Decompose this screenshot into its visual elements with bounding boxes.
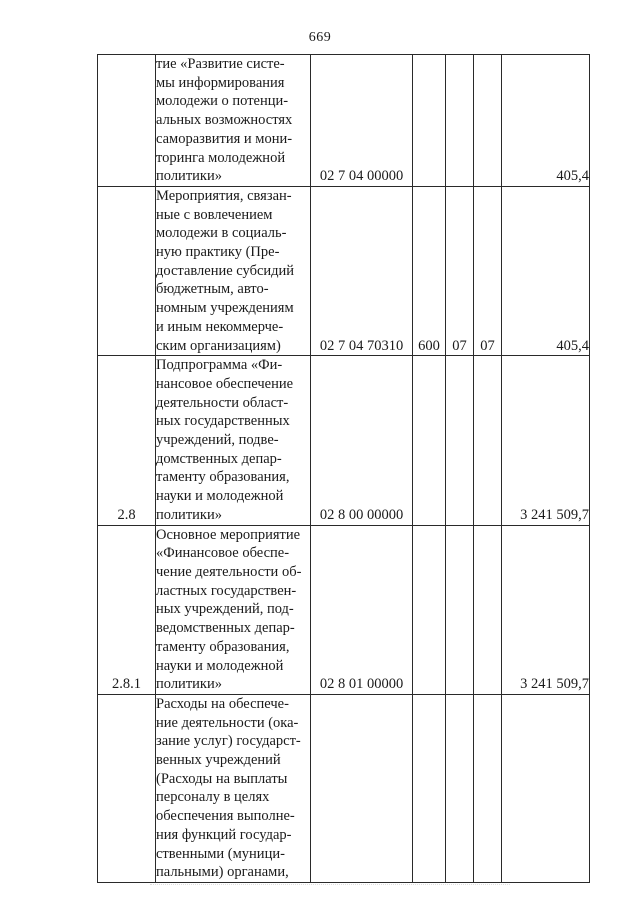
- row-name: Мероприятия, связан- ные с вовлечением молодежи в социаль- ную практику (Пре- доставление субсидий бюджетным, авто- номным учреждениям и иным некоммерче- ским организациям): [156, 186, 311, 355]
- expense-type: [413, 694, 446, 882]
- section-code: 07: [446, 186, 474, 355]
- row-name: тие «Развитие систе- мы информирования молодежи о потенци- альных возможностях саморазвития и мони- торинга молодежной политики»: [156, 55, 311, 187]
- row-name: Подпрограмма «Фи- нансовое обеспечение деятельности област- ных государственных учреждений, подве- домственных депар- таменту образования, науки и молодежной политики»: [156, 356, 311, 525]
- table-row: [98, 525, 590, 694]
- row-number: [98, 55, 156, 187]
- subsection-code: 07: [474, 186, 502, 355]
- scan-artifact: [150, 884, 510, 895]
- target-code: 02 8 01 00000: [311, 525, 413, 694]
- target-code: 02 8 00 00000: [311, 356, 413, 525]
- row-name: Основное мероприятие «Финансовое обеспе- чение деятельности об- ластных государствен- ных учреждений, под- ведомственных депар- таменту образования, науки и молодежной политики»: [156, 525, 311, 694]
- amount: 3 241 509,7: [502, 525, 590, 694]
- subsection-code: [474, 55, 502, 187]
- row-number: 2.8.1: [98, 525, 156, 694]
- table-row: [98, 694, 590, 882]
- section-code: [446, 525, 474, 694]
- subsection-code: [474, 525, 502, 694]
- section-code: [446, 356, 474, 525]
- expense-type: 600: [413, 186, 446, 355]
- row-number: [98, 694, 156, 882]
- page-number: 669: [308, 30, 332, 45]
- target-code: 02 7 04 00000: [311, 55, 413, 187]
- subsection-code: [474, 694, 502, 882]
- expense-type: [413, 356, 446, 525]
- subsection-code: [474, 356, 502, 525]
- amount: [502, 694, 590, 882]
- amount: 405,4: [502, 55, 590, 187]
- target-code: [311, 694, 413, 882]
- expense-type: [413, 525, 446, 694]
- row-number: [98, 186, 156, 355]
- amount: 405,4: [502, 186, 590, 355]
- table-row: [98, 186, 590, 355]
- expense-type: [413, 55, 446, 187]
- budget-table: [97, 54, 590, 883]
- target-code: 02 7 04 70310: [311, 186, 413, 355]
- section-code: [446, 694, 474, 882]
- table-row: [98, 55, 590, 187]
- row-name: Расходы на обеспече- ние деятельности (ока- зание услуг) государст- венных учреждений (Расходы на выплаты персоналу в целях обеспечения выполне- ния функций государ- ственными (муници- пальными) органами,: [156, 694, 311, 882]
- table-row: [98, 356, 590, 525]
- row-number: 2.8: [98, 356, 156, 525]
- section-code: [446, 55, 474, 187]
- amount: 3 241 509,7: [502, 356, 590, 525]
